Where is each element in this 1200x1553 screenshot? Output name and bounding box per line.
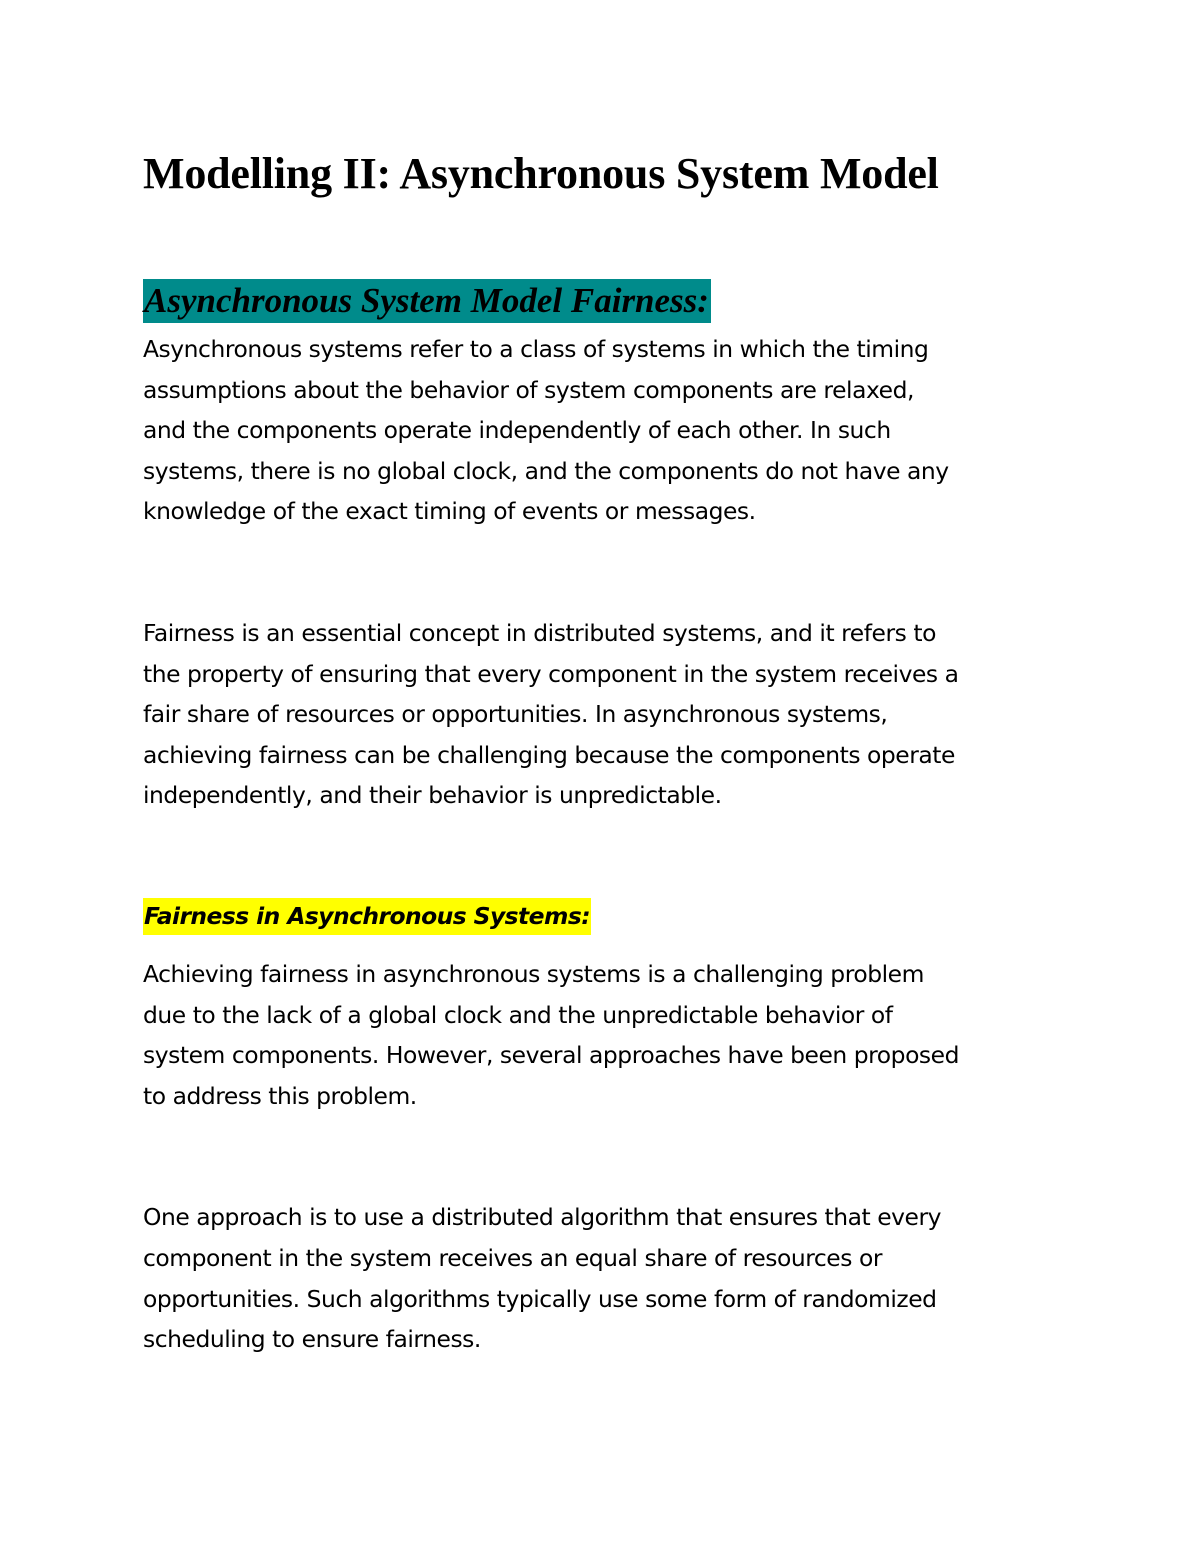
text-line: Achieving fairness in asynchronous systems is a challenging problem xyxy=(143,959,924,988)
text-line: Asynchronous systems refer to a class of systems in which the timing xyxy=(143,335,929,363)
text-line: scheduling to ensure fairness. xyxy=(143,1325,481,1354)
section-heading-fairness-in-asynchronous-systems: Fairness in Asynchronous Systems: xyxy=(143,898,591,935)
section-heading-wrap-fairness xyxy=(143,279,1083,325)
document-content xyxy=(143,147,1083,1360)
text-line: One approach is to use a distributed algorithm that ensures that every xyxy=(143,1203,942,1232)
text-line: Fairness is an essential concept in distributed systems, and it refers to xyxy=(143,618,936,647)
text-line: component in the system receives an equal share of resources or xyxy=(143,1243,882,1272)
text-line: and the components operate independently of each other. In such xyxy=(143,416,891,445)
text-line: systems, there is no global clock, and the components do not have any xyxy=(143,456,949,485)
text-line: opportunities. Such algorithms typically use some form of randomized xyxy=(143,1284,937,1313)
text-line: fair share of resources or opportunities. In asynchronous systems, xyxy=(143,700,888,729)
section-heading-wrap-fairness-in-async xyxy=(143,898,1083,940)
text-line: achieving fairness can be challenging because the components operate xyxy=(143,740,955,769)
paragraph-distributed-algorithm-approach xyxy=(143,1197,1083,1359)
paragraph-achieving-fairness xyxy=(143,954,1083,1116)
section-heading-asynchronous-system-model-fairness: Asynchronous System Model Fairness: xyxy=(143,279,711,323)
document-title: Modelling II: Asynchronous System Model xyxy=(143,149,939,198)
text-line: to address this problem. xyxy=(143,1081,417,1110)
text-line: system components. However, several approaches have been proposed xyxy=(143,1041,959,1070)
text-line: the property of ensuring that every component in the system receives a xyxy=(143,659,959,688)
paragraph-fairness-concept xyxy=(143,613,1083,816)
text-line: due to the lack of a global clock and the unpredictable behavior of xyxy=(143,1000,893,1029)
text-line: independently, and their behavior is unpredictable. xyxy=(143,781,722,810)
paragraph-asynchronous-systems-definition xyxy=(143,329,1083,532)
text-line: knowledge of the exact timing of events or messages. xyxy=(143,497,756,526)
text-line: assumptions about the behavior of system components are relaxed, xyxy=(143,375,914,404)
